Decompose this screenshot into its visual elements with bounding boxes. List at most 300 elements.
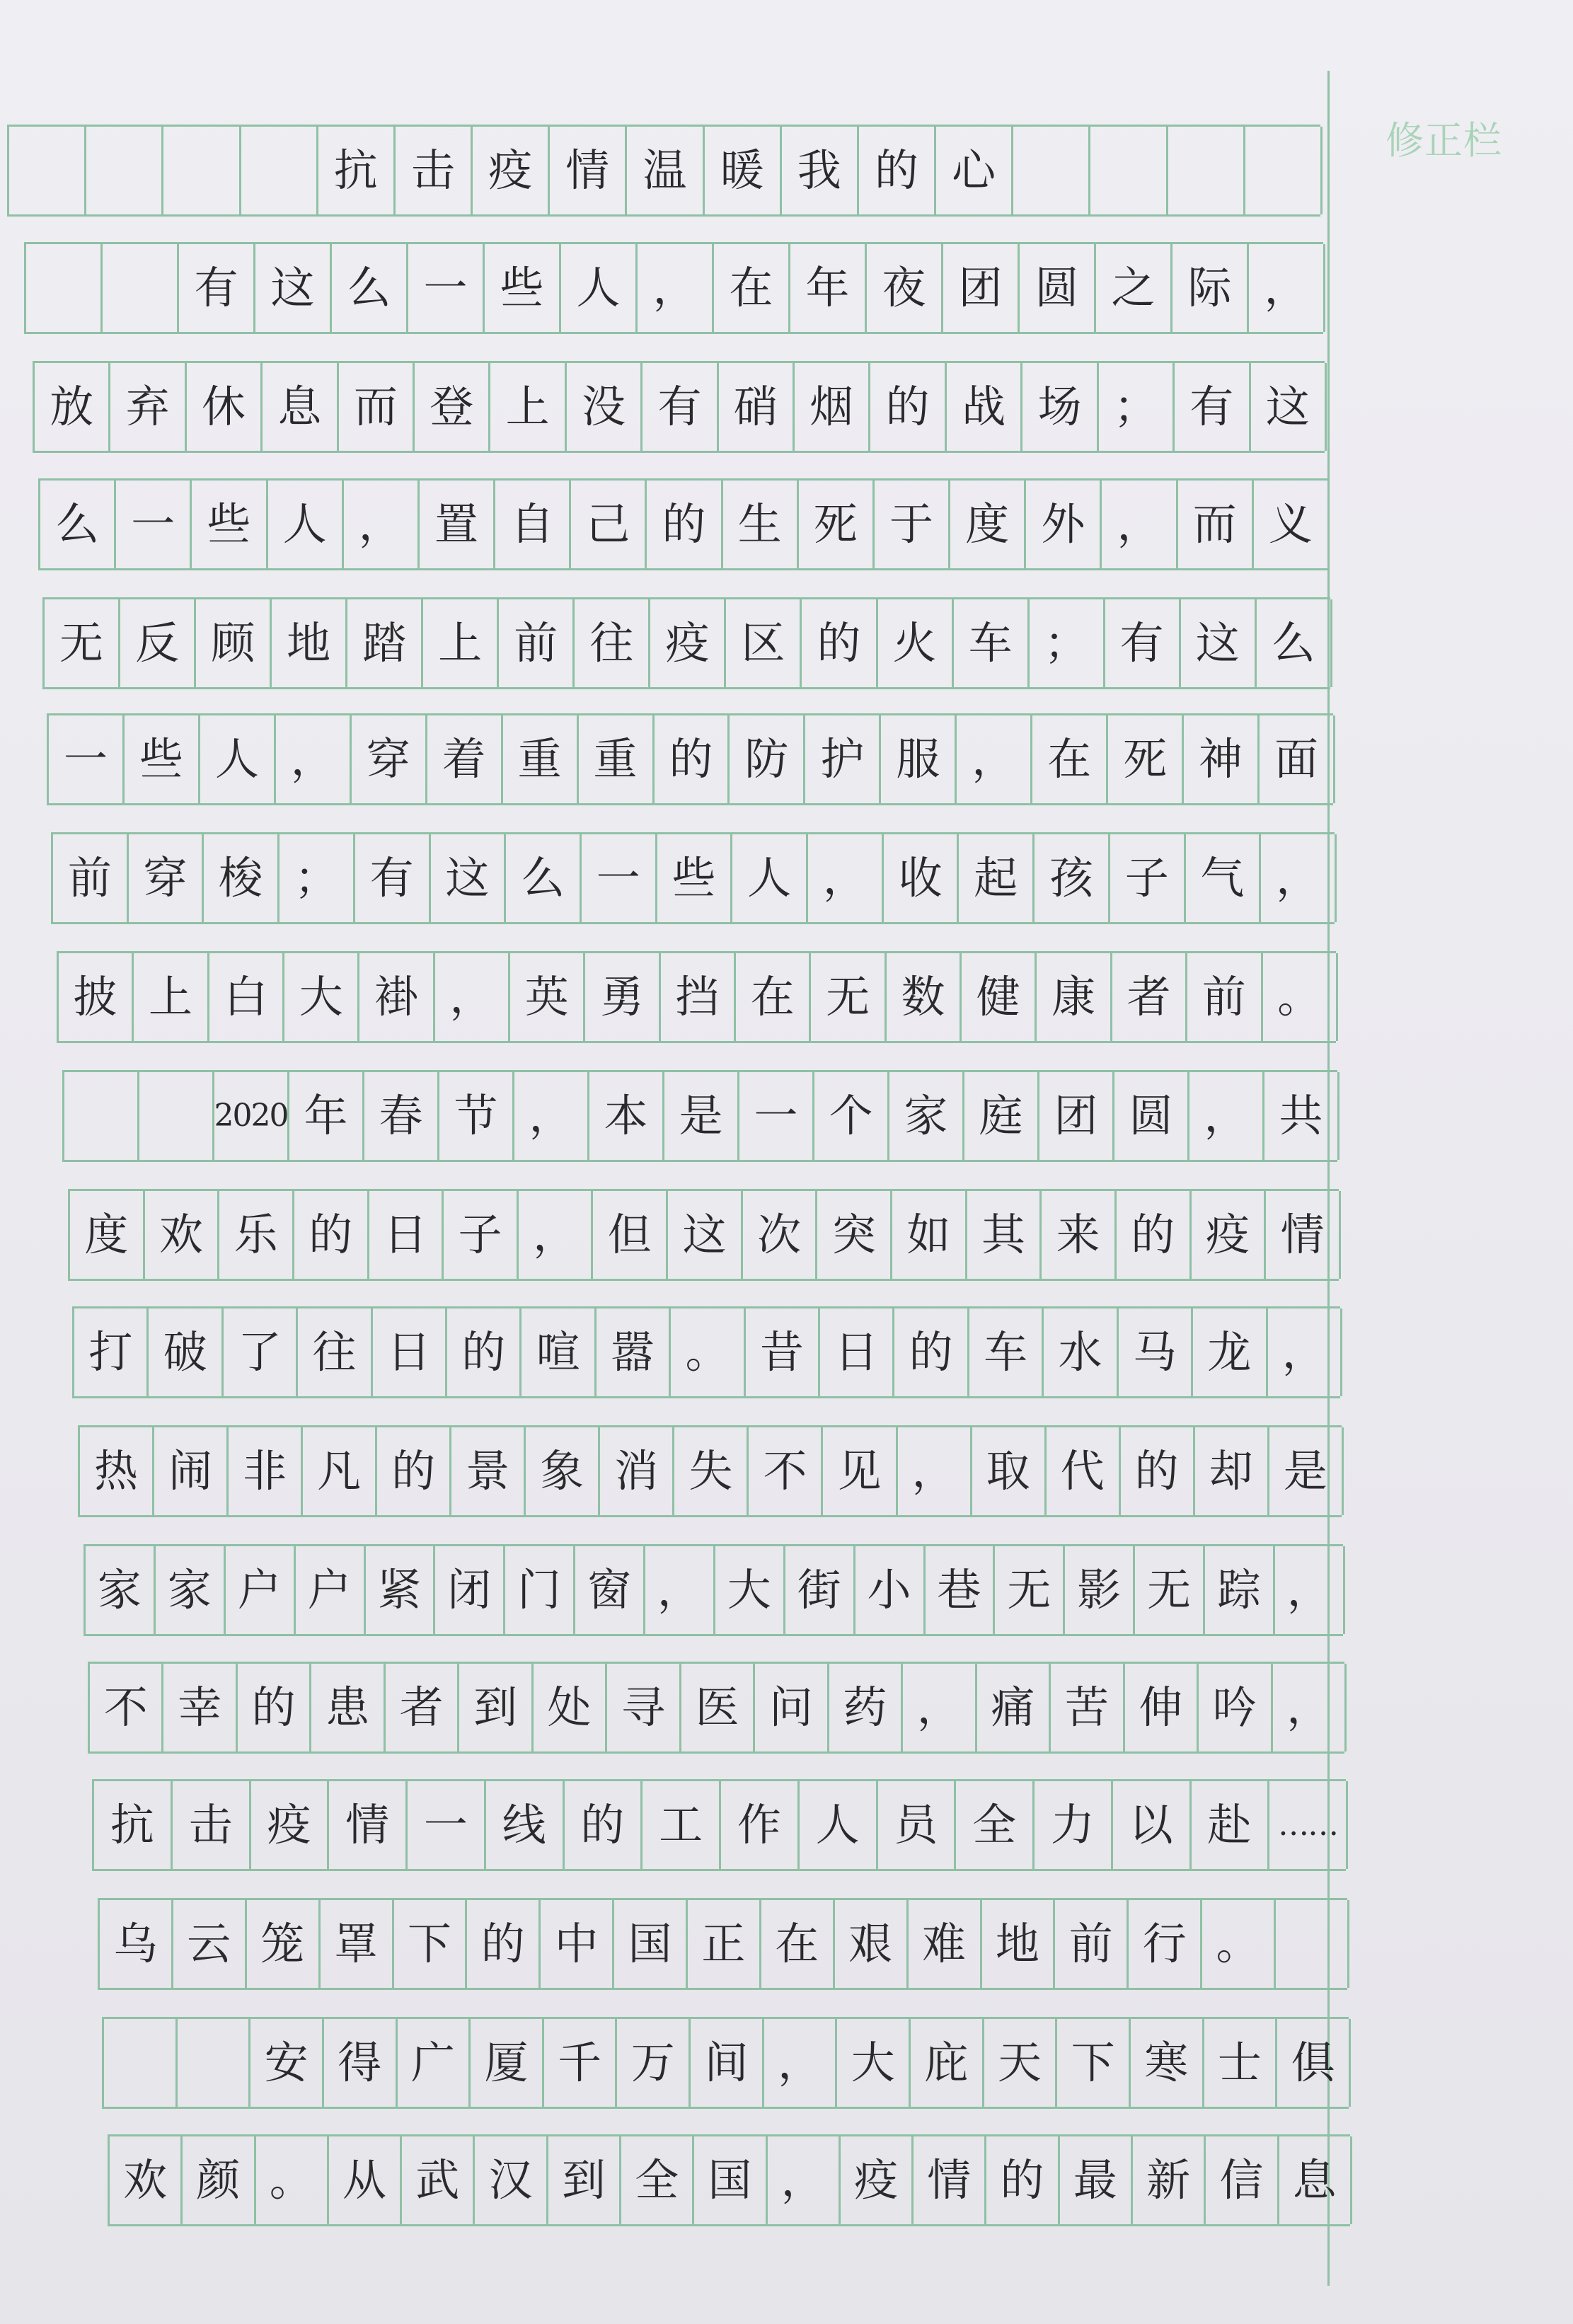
grid-character: 巷	[926, 1546, 996, 1634]
grid-empty-cell	[64, 1072, 139, 1160]
grid-character: 服	[881, 715, 957, 803]
grid-character: 2020	[214, 1072, 289, 1160]
grid-character: 些	[485, 244, 561, 332]
grid-character: ，	[898, 1427, 972, 1515]
grid-character: 俱	[1277, 2019, 1351, 2107]
grid-character: 自	[495, 481, 571, 568]
grid-character: 寒	[1131, 2019, 1204, 2107]
grid-character: ，	[957, 715, 1032, 803]
grid-character: 无	[811, 953, 886, 1041]
text-row	[102, 2017, 1349, 2109]
grid-character: 防	[730, 715, 805, 803]
grid-character: 放	[35, 363, 110, 451]
correction-column	[1327, 71, 1531, 2286]
grid-character: 的	[986, 2136, 1059, 2224]
grid-character: ，	[514, 1072, 589, 1160]
grid-character: ……	[1269, 1781, 1348, 1869]
text-row	[33, 361, 1325, 453]
grid-character: 击	[396, 127, 473, 214]
grid-character: 新	[1133, 2136, 1206, 2224]
grid-character: 子	[444, 1191, 519, 1279]
grid-character: 疫	[1192, 1191, 1267, 1279]
grid-character: 圆	[1020, 244, 1096, 332]
grid-character: 这	[668, 1191, 743, 1279]
grid-character: 大	[284, 953, 359, 1041]
grid-character: 处	[534, 1664, 607, 1751]
grid-character: 疫	[251, 1781, 330, 1869]
grid-character: 子	[1110, 834, 1186, 922]
grid-character: 下	[1057, 2019, 1131, 2107]
grid-character: 小	[855, 1546, 926, 1634]
grid-character: 大	[837, 2019, 911, 2107]
grid-empty-cell	[1168, 127, 1245, 214]
grid-character: 日	[373, 1308, 447, 1396]
grid-character: 前	[1187, 953, 1262, 1041]
grid-empty-cell	[139, 1072, 214, 1160]
grid-character: 日	[820, 1308, 894, 1396]
grid-character: ，	[276, 715, 352, 803]
grid-character: 踪	[1205, 1546, 1275, 1634]
grid-character: 数	[887, 953, 962, 1041]
grid-character: 从	[329, 2136, 402, 2224]
grid-character: 一	[408, 1781, 486, 1869]
grid-character: 健	[962, 953, 1037, 1041]
grid-character: 义	[1254, 481, 1330, 568]
grid-character: 不	[90, 1664, 163, 1751]
grid-character: 休	[187, 363, 263, 451]
grid-empty-cell	[178, 2019, 251, 2107]
grid-character: 影	[1065, 1546, 1135, 1634]
grid-character: 医	[681, 1664, 755, 1751]
grid-character: 笼	[247, 1900, 321, 1988]
text-row	[51, 832, 1335, 924]
grid-empty-cell	[1245, 127, 1323, 214]
grid-character: 神	[1184, 715, 1260, 803]
grid-character: 有	[1175, 363, 1250, 451]
grid-character: 本	[589, 1072, 664, 1160]
grid-character: 间	[691, 2019, 764, 2107]
grid-character: 国	[694, 2136, 767, 2224]
text-row	[78, 1425, 1342, 1517]
grid-character: 人	[800, 1781, 878, 1869]
grid-character: 团	[1039, 1072, 1114, 1160]
grid-character: 凡	[303, 1427, 377, 1515]
grid-character: 汉	[475, 2136, 548, 2224]
grid-character: 而	[1178, 481, 1254, 568]
grid-character: 情	[914, 2136, 986, 2224]
grid-character: 象	[526, 1427, 600, 1515]
grid-character: 。	[1263, 953, 1338, 1041]
grid-character: 乐	[219, 1191, 294, 1279]
grid-character: 英	[510, 953, 585, 1041]
grid-character: 了	[224, 1308, 298, 1396]
grid-character: 的	[870, 363, 946, 451]
grid-character: 在	[736, 953, 811, 1041]
grid-character: 来	[1042, 1191, 1117, 1279]
grid-character: 无	[1135, 1546, 1205, 1634]
grid-character: 的	[647, 481, 722, 568]
grid-character: 一	[408, 244, 485, 332]
grid-character: 家	[156, 1546, 226, 1634]
grid-character: 度	[950, 481, 1026, 568]
grid-character: 共	[1264, 1072, 1339, 1160]
grid-character: 击	[173, 1781, 251, 1869]
text-row	[42, 597, 1330, 689]
grid-character: 马	[1119, 1308, 1193, 1396]
grid-character: 置	[420, 481, 495, 568]
grid-character: 度	[70, 1191, 145, 1279]
grid-character: 得	[324, 2019, 398, 2107]
grid-character: 乌	[100, 1900, 173, 1988]
grid-character: ；	[280, 834, 355, 922]
grid-character: 一	[739, 1072, 814, 1160]
grid-character: ，	[1189, 1072, 1264, 1160]
grid-character: 紧	[366, 1546, 436, 1634]
grid-character: 的	[238, 1664, 311, 1751]
grid-empty-cell	[86, 127, 163, 214]
grid-character: 疫	[841, 2136, 914, 2224]
grid-character: 吟	[1199, 1664, 1272, 1751]
text-row	[62, 1070, 1337, 1162]
grid-empty-cell	[103, 244, 179, 332]
grid-character: 痛	[977, 1664, 1051, 1751]
grid-character: 死	[799, 481, 875, 568]
grid-character: 梭	[204, 834, 280, 922]
grid-character: 难	[909, 1900, 982, 1988]
grid-character: 际	[1172, 244, 1249, 332]
correction-column-label: 修正栏	[1385, 118, 1502, 163]
grid-character: ，	[1268, 1308, 1342, 1396]
grid-character: 喧	[522, 1308, 596, 1396]
grid-character: 赴	[1192, 1781, 1270, 1869]
grid-character: 是	[1269, 1427, 1344, 1515]
grid-character: 无	[45, 599, 120, 687]
grid-character: 苦	[1051, 1664, 1124, 1751]
grid-character: 士	[1204, 2019, 1278, 2107]
grid-character: 景	[451, 1427, 526, 1515]
grid-character: 的	[467, 1900, 541, 1988]
grid-character: 打	[74, 1308, 149, 1396]
grid-character: ，	[519, 1191, 594, 1279]
grid-character: 消	[600, 1427, 674, 1515]
text-row	[88, 1662, 1344, 1754]
grid-character: ，	[435, 953, 510, 1041]
grid-character: 嚣	[597, 1308, 671, 1396]
grid-character: 患	[311, 1664, 385, 1751]
grid-character: 昔	[746, 1308, 820, 1396]
grid-character: 年	[289, 1072, 364, 1160]
grid-character: 的	[655, 715, 730, 803]
grid-empty-cell	[1090, 127, 1168, 214]
grid-character: 战	[947, 363, 1022, 451]
grid-character: 在	[1032, 715, 1108, 803]
grid-character: 车	[969, 1308, 1044, 1396]
grid-character: 工	[643, 1781, 721, 1869]
grid-character: 其	[967, 1191, 1042, 1279]
grid-character: 我	[782, 127, 859, 214]
grid-character: 正	[688, 1900, 761, 1988]
grid-character: ，	[1249, 244, 1325, 332]
grid-character: 下	[394, 1900, 468, 1988]
grid-character: 力	[1035, 1781, 1113, 1869]
grid-character: ，	[1102, 481, 1177, 568]
grid-character: 艰	[835, 1900, 909, 1988]
grid-character: 有	[1105, 599, 1181, 687]
grid-character: 家	[889, 1072, 964, 1160]
grid-character: 团	[943, 244, 1020, 332]
grid-character: 庇	[911, 2019, 984, 2107]
grid-character: 户	[296, 1546, 366, 1634]
grid-character: ，	[1275, 1546, 1345, 1634]
grid-character: 踏	[347, 599, 423, 687]
grid-character: 些	[657, 834, 733, 922]
grid-character: 往	[575, 599, 650, 687]
grid-character: 武	[402, 2136, 475, 2224]
text-row	[72, 1306, 1340, 1398]
grid-character: 孩	[1035, 834, 1110, 922]
grid-empty-cell	[163, 127, 241, 214]
grid-character: 闭	[435, 1546, 505, 1634]
grid-character: 重	[503, 715, 579, 803]
grid-character: 的	[1121, 1427, 1195, 1515]
grid-character: 厦	[471, 2019, 544, 2107]
grid-character: 披	[59, 953, 134, 1041]
grid-character: 却	[1195, 1427, 1269, 1515]
grid-character: 地	[272, 599, 347, 687]
grid-character: 些	[192, 481, 267, 568]
text-row	[57, 951, 1336, 1043]
grid-character: 国	[614, 1900, 688, 1988]
grid-character: 突	[817, 1191, 892, 1279]
grid-character: 场	[1022, 363, 1098, 451]
grid-character: 抗	[318, 127, 396, 214]
grid-character: 前	[1055, 1900, 1129, 1988]
grid-character: 的	[1117, 1191, 1192, 1279]
grid-character: 街	[785, 1546, 855, 1634]
grid-character: 挡	[661, 953, 736, 1041]
grid-character: 穿	[129, 834, 204, 922]
grid-character: 。	[256, 2136, 329, 2224]
grid-character: 地	[982, 1900, 1056, 1988]
grid-character: 寻	[607, 1664, 681, 1751]
grid-character: 穿	[352, 715, 427, 803]
grid-character: 在	[761, 1900, 835, 1988]
grid-character: 但	[593, 1191, 668, 1279]
grid-character: 欢	[145, 1191, 220, 1279]
grid-character: 么	[332, 244, 408, 332]
grid-character: 登	[415, 363, 490, 451]
grid-character: 人	[561, 244, 638, 332]
grid-empty-cell	[26, 244, 103, 332]
grid-character: ，	[1261, 834, 1337, 922]
grid-character: 的	[294, 1191, 369, 1279]
grid-character: ，	[1273, 1664, 1347, 1751]
grid-character: 年	[790, 244, 867, 332]
grid-character: ，	[764, 2019, 838, 2107]
grid-character: 千	[544, 2019, 618, 2107]
text-row	[68, 1189, 1339, 1281]
text-row	[92, 1779, 1346, 1871]
grid-character: 人	[732, 834, 808, 922]
grid-character: 这	[431, 834, 507, 922]
grid-character: 庭	[964, 1072, 1039, 1160]
grid-character: 中	[541, 1900, 614, 1988]
grid-empty-cell	[9, 127, 86, 214]
grid-character: 收	[884, 834, 960, 922]
grid-character: 者	[1112, 953, 1187, 1041]
grid-character: 心	[936, 127, 1013, 214]
grid-character: 温	[627, 127, 704, 214]
grid-character: 家	[86, 1546, 156, 1634]
grid-character: 户	[226, 1546, 296, 1634]
grid-character: 到	[548, 2136, 621, 2224]
grid-character: 一	[582, 834, 657, 922]
grid-character: 前	[499, 599, 575, 687]
grid-character: 没	[567, 363, 643, 451]
grid-character: 上	[423, 599, 499, 687]
grid-character: 罩	[321, 1900, 394, 1988]
text-row	[83, 1544, 1343, 1636]
grid-character: 勇	[585, 953, 660, 1041]
grid-character: 这	[1251, 363, 1327, 451]
grid-character: 作	[721, 1781, 800, 1869]
grid-character: 节	[439, 1072, 514, 1160]
grid-character: 前	[53, 834, 129, 922]
grid-character: 之	[1096, 244, 1172, 332]
grid-character: 车	[954, 599, 1030, 687]
grid-character: 取	[972, 1427, 1047, 1515]
grid-character: 无	[995, 1546, 1065, 1634]
grid-empty-cell	[241, 127, 318, 214]
grid-character: 的	[447, 1308, 522, 1396]
grid-character: 么	[506, 834, 582, 922]
grid-character: 安	[250, 2019, 324, 2107]
grid-character: 线	[486, 1781, 565, 1869]
grid-character: 代	[1047, 1427, 1121, 1515]
grid-character: 以	[1113, 1781, 1192, 1869]
grid-character: 。	[671, 1308, 745, 1396]
grid-character: 情	[550, 127, 627, 214]
grid-character: 最	[1060, 2136, 1133, 2224]
text-row	[24, 242, 1323, 334]
grid-character: 失	[674, 1427, 749, 1515]
grid-character: 外	[1026, 481, 1102, 568]
grid-character: 在	[714, 244, 790, 332]
grid-character: 抗	[94, 1781, 173, 1869]
grid-character: ；	[1030, 599, 1105, 687]
grid-character: 情	[329, 1781, 408, 1869]
grid-character: 次	[743, 1191, 818, 1279]
grid-character: 一	[49, 715, 125, 803]
grid-character: 药	[829, 1664, 903, 1751]
grid-character: 着	[427, 715, 503, 803]
grid-character: 康	[1037, 953, 1112, 1041]
grid-character: 疫	[473, 127, 550, 214]
grid-character: 人	[200, 715, 276, 803]
grid-character: ，	[903, 1664, 976, 1751]
grid-character: 天	[984, 2019, 1058, 2107]
grid-character: 云	[173, 1900, 247, 1988]
grid-character: 。	[1202, 1900, 1276, 1988]
grid-character: 闹	[154, 1427, 229, 1515]
grid-character: 起	[959, 834, 1035, 922]
grid-character: 圆	[1114, 1072, 1189, 1160]
grid-empty-cell	[1276, 1900, 1349, 1988]
grid-character: 大	[715, 1546, 785, 1634]
grid-character: 烟	[795, 363, 870, 451]
text-row	[38, 478, 1327, 570]
grid-character: ，	[768, 2136, 841, 2224]
grid-character: 己	[571, 481, 647, 568]
grid-character: 这	[1181, 599, 1257, 687]
grid-character: 龙	[1193, 1308, 1267, 1396]
grid-character: 一	[116, 481, 192, 568]
grid-character: 信	[1206, 2136, 1279, 2224]
grid-character: 情	[1266, 1191, 1341, 1279]
grid-character: 到	[459, 1664, 533, 1751]
grid-character: 些	[125, 715, 200, 803]
grid-empty-cell	[1013, 127, 1090, 214]
text-row	[98, 1898, 1347, 1990]
grid-character: 个	[814, 1072, 889, 1160]
grid-character: 非	[229, 1427, 303, 1515]
grid-character: 么	[40, 481, 116, 568]
grid-character: 是	[664, 1072, 739, 1160]
grid-character: 暖	[705, 127, 782, 214]
grid-character: 人	[268, 481, 344, 568]
grid-character: 顾	[196, 599, 272, 687]
grid-character: 面	[1260, 715, 1335, 803]
grid-character: 欢	[110, 2136, 183, 2224]
grid-character: 这	[255, 244, 332, 332]
grid-character: 全	[956, 1781, 1035, 1869]
grid-character: ，	[808, 834, 884, 922]
grid-character: 息	[263, 363, 338, 451]
grid-character: 反	[120, 599, 196, 687]
grid-character: 破	[149, 1308, 223, 1396]
grid-character: 热	[80, 1427, 154, 1515]
grid-character: 不	[749, 1427, 823, 1515]
grid-character: 区	[726, 599, 802, 687]
grid-character: 硝	[719, 363, 795, 451]
grid-character: 的	[802, 599, 877, 687]
grid-character: 水	[1044, 1308, 1118, 1396]
grid-empty-cell	[104, 2019, 178, 2107]
grid-character: 如	[892, 1191, 967, 1279]
grid-character: 弃	[110, 363, 186, 451]
grid-character: 日	[369, 1191, 444, 1279]
grid-character: 万	[617, 2019, 691, 2107]
grid-character: 么	[1257, 599, 1332, 687]
grid-character: 气	[1186, 834, 1262, 922]
grid-character: 窗	[575, 1546, 645, 1634]
grid-character: ，	[638, 244, 714, 332]
grid-character: 行	[1129, 1900, 1202, 1988]
grid-character: 伸	[1125, 1664, 1199, 1751]
grid-character: 而	[339, 363, 415, 451]
grid-character: 火	[878, 599, 954, 687]
grid-character: ；	[1099, 363, 1175, 451]
grid-character: 问	[755, 1664, 829, 1751]
grid-character: 生	[723, 481, 799, 568]
grid-character: 重	[579, 715, 655, 803]
grid-character: 广	[398, 2019, 471, 2107]
grid-character: 幸	[163, 1664, 237, 1751]
grid-character: 的	[377, 1427, 451, 1515]
grid-character: 颜	[183, 2136, 255, 2224]
grid-character: 有	[355, 834, 431, 922]
grid-character: 有	[179, 244, 255, 332]
